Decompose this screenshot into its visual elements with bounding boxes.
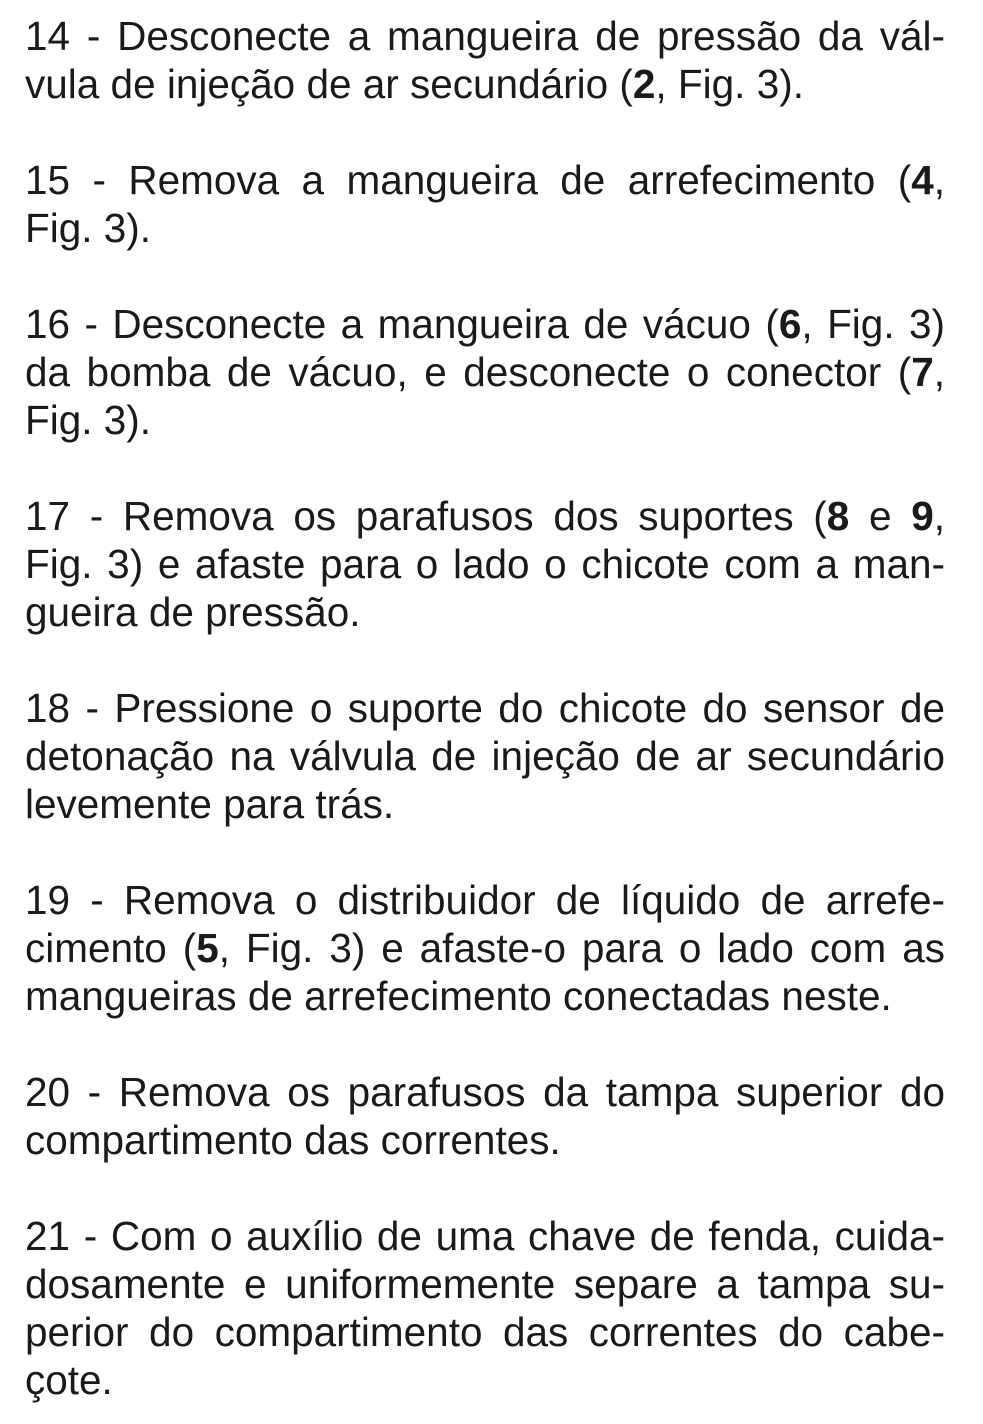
text-segment: Fig. 3).: [25, 397, 152, 443]
text-line: [25, 348, 945, 396]
text-line: [25, 972, 945, 1020]
text-line: [25, 1116, 945, 1164]
figure-callout-number: 8: [826, 493, 850, 539]
instruction-step: [25, 492, 945, 636]
text-segment: dosamente e uniformemente separe a tampa su-: [25, 1261, 945, 1307]
text-segment: 19 - Remova o distribuidor de líquido de arrefe-: [25, 877, 945, 923]
figure-callout-number: 6: [778, 301, 802, 347]
text-segment: compartimento das correntes.: [25, 1117, 561, 1163]
figure-callout-number: 9: [911, 493, 934, 539]
text-segment: perior do compartimento das correntes do cabe-: [25, 1309, 945, 1355]
text-line: [25, 1260, 945, 1308]
text-segment: e: [849, 493, 912, 539]
text-line: [25, 12, 945, 60]
text-segment: Fig. 3) e afaste para o lado o chicote com a man-: [25, 541, 945, 587]
text-segment: 20 - Remova os parafusos da tampa superior do: [25, 1069, 945, 1115]
instruction-page: [25, 12, 945, 1404]
text-segment: mangueiras de arrefecimento conectadas neste.: [25, 973, 892, 1019]
text-line: [25, 1356, 945, 1404]
text-line: [25, 588, 945, 636]
text-line: [25, 1308, 945, 1356]
text-segment: , Fig. 3) e afaste-o para o lado com as: [218, 925, 945, 971]
instruction-step: [25, 876, 945, 1020]
figure-callout-number: 7: [911, 349, 934, 395]
instruction-step: [25, 12, 945, 108]
text-line: [25, 1212, 945, 1260]
text-line: [25, 300, 945, 348]
text-segment: , Fig. 3).: [655, 61, 804, 107]
text-segment: ,: [933, 493, 945, 539]
instruction-step: [25, 156, 945, 252]
text-segment: vula de injeção de ar secundário (: [25, 61, 633, 107]
text-segment: 17 - Remova os parafusos dos suportes (: [25, 493, 827, 539]
text-segment: , Fig. 3): [801, 301, 946, 347]
text-segment: çote.: [25, 1357, 113, 1403]
instruction-step: [25, 684, 945, 828]
text-line: [25, 204, 945, 252]
text-line: [25, 924, 945, 972]
instruction-step: [25, 1068, 945, 1164]
figure-callout-number: 5: [196, 925, 219, 971]
text-segment: 14 - Desconecte a mangueira de pressão da vál-: [25, 13, 945, 59]
text-segment: detonação na válvula de injeção de ar secundário: [25, 733, 945, 779]
text-line: [25, 684, 945, 732]
text-segment: cimento (: [25, 925, 197, 971]
text-segment: 15 - Remova a mangueira de arrefecimento (: [25, 157, 912, 203]
figure-callout-number: 4: [911, 157, 934, 203]
text-segment: 18 - Pressione o suporte do chicote do sensor de: [25, 685, 945, 731]
text-segment: da bomba de vácuo, e desconecte o conector (: [25, 349, 912, 395]
text-segment: ,: [933, 349, 945, 395]
text-line: [25, 780, 945, 828]
text-line: [25, 876, 945, 924]
text-line: [25, 156, 945, 204]
text-segment: gueira de pressão.: [25, 589, 361, 635]
text-segment: 21 - Com o auxílio de uma chave de fenda, cuida-: [25, 1213, 945, 1259]
instruction-step: [25, 300, 945, 444]
text-segment: 16 - Desconecte a mangueira de vácuo (: [25, 301, 779, 347]
text-line: [25, 540, 945, 588]
figure-callout-number: 2: [632, 61, 656, 107]
text-segment: Fig. 3).: [25, 205, 152, 251]
instruction-step: [25, 1212, 945, 1404]
text-segment: ,: [933, 157, 945, 203]
text-line: [25, 732, 945, 780]
text-line: [25, 396, 945, 444]
text-segment: levemente para trás.: [25, 781, 395, 827]
text-line: [25, 1068, 945, 1116]
text-line: [25, 60, 945, 108]
text-line: [25, 492, 945, 540]
